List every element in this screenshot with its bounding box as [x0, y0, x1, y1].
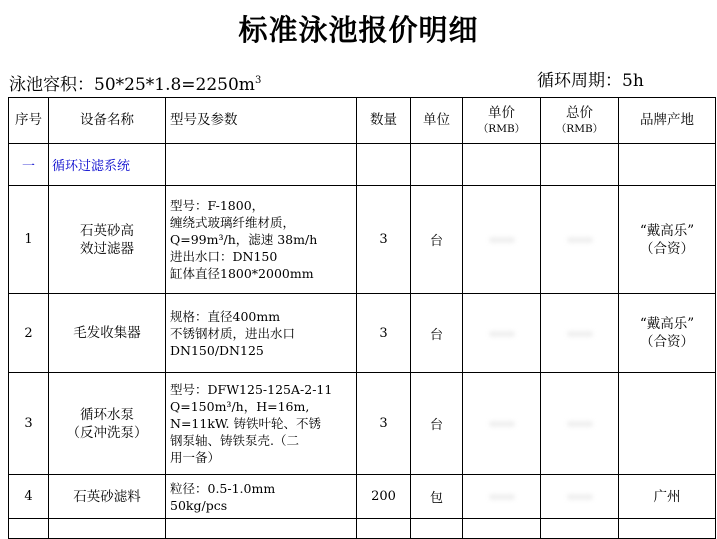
brand-line: “戴高乐”	[639, 222, 695, 239]
row-unit: 台	[411, 186, 463, 294]
partial-cell	[619, 519, 716, 539]
brand-line: 广州	[653, 488, 681, 505]
spec-line: 用一备）	[170, 450, 221, 465]
header-unit-price-currency: （RMB）	[477, 123, 526, 135]
name-line: 毛发收集器	[73, 325, 141, 341]
row-qty: 3	[357, 294, 411, 373]
partial-cell	[541, 519, 619, 539]
row-brand	[619, 186, 716, 294]
partial-cell	[9, 519, 49, 539]
section-empty-qty	[357, 144, 411, 186]
row-brand	[619, 294, 716, 373]
row-unit: 台	[411, 373, 463, 475]
table-row	[9, 294, 716, 373]
header-qty: 数量	[357, 98, 411, 144]
name-line: 石英砂滤料	[73, 488, 141, 505]
row-equipment-name	[49, 294, 166, 373]
row-qty: 3	[357, 186, 411, 294]
section-row	[9, 144, 716, 186]
header-brand: 品牌产地	[619, 98, 716, 144]
spec-line: DN150/DN125	[170, 342, 264, 358]
section-title: 循环过滤系统	[49, 144, 166, 186]
row-qty: 3	[357, 373, 411, 475]
name-line: 效过滤器	[80, 240, 134, 257]
row-total-price-redacted	[541, 294, 619, 373]
section-empty-unit	[411, 144, 463, 186]
quote-table	[8, 97, 716, 539]
table-row	[9, 373, 716, 475]
header-unit-price	[463, 98, 541, 144]
partial-cell	[49, 519, 166, 539]
partial-cell	[166, 519, 357, 539]
table-header-row	[9, 98, 716, 144]
spec-line: 进出水口：DN150	[170, 249, 278, 264]
cycle-period	[537, 70, 644, 92]
row-spec	[166, 294, 357, 373]
name-line: （反冲洗泵）	[66, 424, 148, 441]
spec-line: Q=99m³/h，滤速 38m/h	[170, 232, 318, 247]
row-index: 4	[9, 475, 49, 519]
row-qty: 200	[357, 475, 411, 519]
row-total-price-redacted	[541, 373, 619, 475]
header-total-price	[541, 98, 619, 144]
table-row-partial	[9, 519, 716, 539]
row-spec	[166, 373, 357, 475]
row-unit: 台	[411, 294, 463, 373]
name-line: 循环水泵	[80, 406, 134, 423]
pool-volume-label: 泳池容积：	[9, 75, 94, 95]
section-empty-total-price	[541, 144, 619, 186]
header-total-price-currency: （RMB）	[555, 123, 604, 135]
row-equipment-name	[49, 186, 166, 294]
spec-line: Q=150m³/h，H=16m,	[170, 399, 310, 414]
row-equipment-name	[49, 475, 166, 519]
row-unit-price-redacted	[463, 186, 541, 294]
row-unit-price-redacted	[463, 294, 541, 373]
section-empty-brand	[619, 144, 716, 186]
row-brand	[619, 475, 716, 519]
spec-line: 缠绕式玻璃纤维材质，	[170, 215, 296, 230]
section-empty-unit-price	[463, 144, 541, 186]
section-empty-spec	[166, 144, 357, 186]
partial-cell	[411, 519, 463, 539]
brand-line: （合资）	[640, 240, 694, 257]
row-spec	[166, 475, 357, 519]
table-row	[9, 475, 716, 519]
spec-line: 钢泵轴、铸铁泵壳.（二	[170, 433, 299, 448]
row-index: 1	[9, 186, 49, 294]
pool-volume-unit-sup: 3	[254, 75, 262, 86]
row-unit: 包	[411, 475, 463, 519]
row-unit-price-redacted	[463, 475, 541, 519]
spec-line: 规格：直径400mm	[170, 308, 281, 324]
cycle-value: 5h	[622, 71, 644, 91]
section-number: 一	[9, 144, 49, 186]
row-total-price-redacted	[541, 475, 619, 519]
spec-line: 50kg/pcs	[170, 497, 228, 513]
partial-cell	[463, 519, 541, 539]
brand-line: “戴高乐”	[639, 316, 695, 332]
name-line: 石英砂高	[80, 222, 134, 239]
row-spec	[166, 186, 357, 294]
row-unit-price-redacted	[463, 373, 541, 475]
header-name: 设备名称	[49, 98, 166, 144]
document-title: 标准泳池报价明细	[238, 13, 479, 47]
pool-volume	[9, 70, 261, 96]
row-index: 3	[9, 373, 49, 475]
header-total-price-label: 总价	[566, 105, 593, 121]
spec-line: 型号：F-1800，	[170, 198, 265, 213]
row-total-price-redacted	[541, 186, 619, 294]
spec-line: 不锈钢材质，进出水口	[170, 325, 296, 341]
row-equipment-name	[49, 373, 166, 475]
row-index: 2	[9, 294, 49, 373]
pool-volume-value: 50*25*1.8=2250m	[94, 75, 255, 95]
table-row	[9, 186, 716, 294]
header-index: 序号	[9, 98, 49, 144]
row-brand-empty	[619, 373, 716, 475]
spec-line: 型号：DFW125-125A-2-11	[170, 382, 333, 397]
brand-line: （合资）	[640, 334, 694, 350]
partial-cell	[357, 519, 411, 539]
header-unit-price-label: 单价	[488, 105, 515, 121]
header-unit: 单位	[411, 98, 463, 144]
cycle-label: 循环周期：	[537, 71, 622, 91]
spec-line: 缸体直径1800*2000mm	[170, 266, 314, 281]
header-spec: 型号及参数	[166, 98, 357, 144]
spec-line: 粒径：0.5-1.0mm	[170, 480, 276, 496]
spec-line: N=11kW. 铸铁叶轮、不锈	[170, 416, 322, 431]
